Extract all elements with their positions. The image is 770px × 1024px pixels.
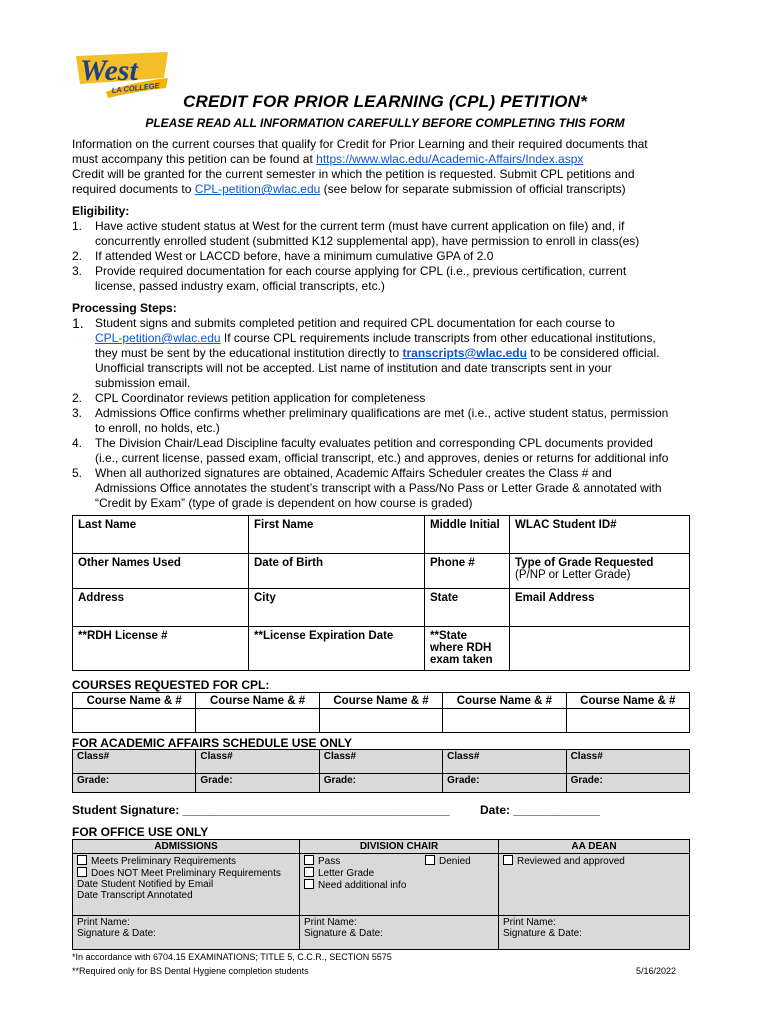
dean-signature-cell[interactable]: Print Name: Signature & Date: bbox=[499, 916, 690, 950]
form-subtitle: PLEASE READ ALL INFORMATION CAREFULLY BEFORE COMPLETING THIS FORM bbox=[145, 116, 625, 130]
transcripts-email-link[interactable]: transcripts@wlac.edu bbox=[402, 346, 527, 360]
grade-field[interactable]: Grade: bbox=[566, 774, 689, 793]
first-name-field[interactable]: First Name bbox=[249, 516, 425, 554]
eligibility-heading: Eligibility: bbox=[72, 204, 130, 218]
date-notified-label: Date Student Notified by Email bbox=[77, 879, 214, 890]
date-label: Date: bbox=[480, 803, 514, 817]
grade-field[interactable]: Grade: bbox=[73, 774, 196, 793]
course-name-field[interactable]: Course Name & # bbox=[73, 693, 196, 709]
form-date: 5/16/2022 bbox=[636, 966, 677, 976]
processing-section bbox=[72, 301, 712, 511]
letter-grade-option[interactable]: Letter Grade bbox=[304, 867, 494, 879]
office-table bbox=[72, 839, 690, 950]
schedule-heading: FOR ACADEMIC AFFAIRS SCHEDULE USE ONLY bbox=[72, 736, 353, 750]
processing-step: 5. When all authorized signatures are obtained, Academic Affairs Scheduler creates the Class # and Admissions Office annotates the student’s transcript with a Pass/No Pass or Letter Grade & annotated with “Credit by Exam” (type of grade is dependent on how course is graded) bbox=[72, 466, 662, 510]
signature-label: Student Signature: bbox=[72, 803, 183, 817]
grade-field[interactable]: Grade: bbox=[196, 774, 319, 793]
aa-dean-options bbox=[499, 854, 690, 916]
course-name-field[interactable]: Course Name & # bbox=[566, 693, 689, 709]
checkbox[interactable] bbox=[77, 867, 87, 877]
footnote-2: **Required only for BS Dental Hygiene completion students bbox=[72, 966, 309, 976]
state-field[interactable]: State bbox=[425, 589, 510, 627]
processing-step: 2. CPL Coordinator reviews petition application for completeness bbox=[72, 391, 426, 405]
footnote-1: *In accordance with 6704.15 EXAMINATIONS; TITLE 5, C.C.R., SECTION 5575 bbox=[72, 952, 392, 962]
eligibility-item: 3. Provide required documentation for each course applying for CPL (i.e., previous certification, current license, passed industry exam, official transcripts, etc.) bbox=[72, 264, 627, 293]
intro-paragraph bbox=[72, 137, 692, 197]
class-number-field[interactable]: Class# bbox=[319, 750, 442, 774]
processing-heading: Processing Steps: bbox=[72, 301, 177, 315]
course-name-field[interactable]: Course Name & # bbox=[319, 693, 442, 709]
division-chair-header: DIVISION CHAIR bbox=[300, 840, 499, 854]
office-heading: FOR OFFICE USE ONLY bbox=[72, 825, 209, 839]
city-field[interactable]: City bbox=[249, 589, 425, 627]
intro-line: Information on the current courses that qualify for Credit for Prior Learning and their required documents that bbox=[72, 137, 648, 151]
grade-field[interactable]: Grade: bbox=[443, 774, 566, 793]
academic-affairs-link[interactable]: https://www.wlac.edu/Academic-Affairs/Index.aspx bbox=[316, 152, 584, 166]
course-name-field[interactable]: Course Name & # bbox=[196, 693, 319, 709]
intro-line: required documents to bbox=[72, 182, 195, 196]
cpl-petition-email-link[interactable]: CPL-petition@wlac.edu bbox=[194, 182, 321, 196]
processing-step: 4. The Division Chair/Lead Discipline faculty evaluates petition and corresponding CPL documents provided (i.e., current license, passed exam, official transcript, etc.) and approves, denies or returns for additional info bbox=[72, 436, 669, 465]
phone-field[interactable]: Phone # bbox=[425, 554, 510, 589]
date-annotated-label: Date Transcript Annotated bbox=[77, 890, 193, 901]
cpl-petition-email-link-2[interactable]: CPL-petition@wlac.edu bbox=[95, 331, 221, 345]
last-name-field[interactable]: Last Name bbox=[73, 516, 249, 554]
eligibility-item: 1. Have active student status at West for the current term (must have current application on file) and, if concurrently enrolled student (submitted K12 supplemental app), have permission to enroll in class(es) bbox=[72, 219, 640, 248]
checkbox[interactable] bbox=[425, 855, 435, 865]
email-field[interactable]: Email Address bbox=[510, 589, 690, 627]
intro-line: Credit will be granted for the current semester in which the petition is requested. Submit CPL petitions and bbox=[72, 167, 635, 181]
pass-option[interactable]: Pass bbox=[304, 855, 494, 867]
middle-initial-field[interactable]: Middle Initial bbox=[425, 516, 510, 554]
rdh-license-field[interactable]: **RDH License # bbox=[73, 627, 249, 671]
processing-step: 1. Student signs and submits completed petition and required CPL documentation for each course to CPL-petition@wlac.edu If course CPL requirements include transcripts from other educational institutions, they must be sent by the educational institution directly to transcripts@wlac.edu to be considered official. Unofficial transcripts will not be accepted. List name of institution and date transcripts sent in your submission email. bbox=[72, 315, 660, 390]
student-id-field[interactable]: WLAC Student ID# bbox=[510, 516, 690, 554]
meets-requirements-option[interactable]: Meets Preliminary Requirements bbox=[77, 855, 295, 867]
checkbox[interactable] bbox=[77, 855, 87, 865]
other-names-field[interactable]: Other Names Used bbox=[73, 554, 249, 589]
class-number-field[interactable]: Class# bbox=[443, 750, 566, 774]
date-of-birth-field[interactable]: Date of Birth bbox=[249, 554, 425, 589]
admissions-options bbox=[73, 854, 300, 916]
form-title: CREDIT FOR PRIOR LEARNING (CPL) PETITION* bbox=[183, 92, 587, 111]
checkbox[interactable] bbox=[304, 879, 314, 889]
rdh-state-field[interactable]: **State where RDH exam taken bbox=[425, 627, 510, 671]
reviewed-approved-option[interactable]: Reviewed and approved bbox=[503, 855, 685, 867]
course-name-field[interactable]: Course Name & # bbox=[443, 693, 566, 709]
date-row bbox=[480, 803, 600, 817]
eligibility-item: 2. If attended West or LACCD before, have a minimum cumulative GPA of 2.0 bbox=[72, 249, 494, 263]
class-number-field[interactable]: Class# bbox=[566, 750, 689, 774]
admissions-signature-cell[interactable]: Print Name: Signature & Date: bbox=[73, 916, 300, 950]
license-expiration-field[interactable]: **License Expiration Date bbox=[249, 627, 425, 671]
blank-cell bbox=[510, 627, 690, 671]
logo-sub-text: LA COLLEGE bbox=[111, 81, 161, 95]
checkbox[interactable] bbox=[304, 855, 314, 865]
address-field[interactable]: Address bbox=[73, 589, 249, 627]
not-meets-requirements-option[interactable]: Does NOT Meet Preliminary Requirements bbox=[77, 867, 295, 879]
intro-line: (see below for separate submission of official transcripts) bbox=[320, 182, 626, 196]
schedule-table bbox=[72, 749, 690, 793]
signature-row bbox=[72, 803, 450, 817]
date-line[interactable]: _____________ bbox=[513, 803, 601, 817]
intro-line: must accompany this petition can be found at bbox=[72, 152, 317, 166]
class-number-field[interactable]: Class# bbox=[196, 750, 319, 774]
courses-heading: COURSES REQUESTED FOR CPL: bbox=[72, 678, 270, 692]
grade-type-field[interactable]: Type of Grade Requested (P/NP or Letter Grade) bbox=[510, 554, 690, 589]
courses-table bbox=[72, 692, 690, 733]
denied-option[interactable]: Denied bbox=[425, 855, 471, 867]
grade-field[interactable]: Grade: bbox=[319, 774, 442, 793]
need-info-option[interactable]: Need additional info bbox=[304, 879, 494, 891]
student-info-table bbox=[72, 515, 690, 671]
logo-main-text: West bbox=[80, 54, 138, 87]
checkbox[interactable] bbox=[304, 867, 314, 877]
checkbox[interactable] bbox=[503, 855, 513, 865]
aa-dean-header: AA DEAN bbox=[499, 840, 690, 854]
processing-step: 3. Admissions Office confirms whether preliminary qualifications are met (i.e., active student status, permission to enroll, no holds, etc.) bbox=[72, 406, 669, 435]
admissions-header: ADMISSIONS bbox=[73, 840, 300, 854]
chair-signature-cell[interactable]: Print Name: Signature & Date: bbox=[300, 916, 499, 950]
eligibility-section bbox=[72, 204, 702, 294]
division-chair-options bbox=[300, 854, 499, 916]
signature-line[interactable]: ________________________________________ bbox=[182, 803, 450, 817]
class-number-field[interactable]: Class# bbox=[73, 750, 196, 774]
